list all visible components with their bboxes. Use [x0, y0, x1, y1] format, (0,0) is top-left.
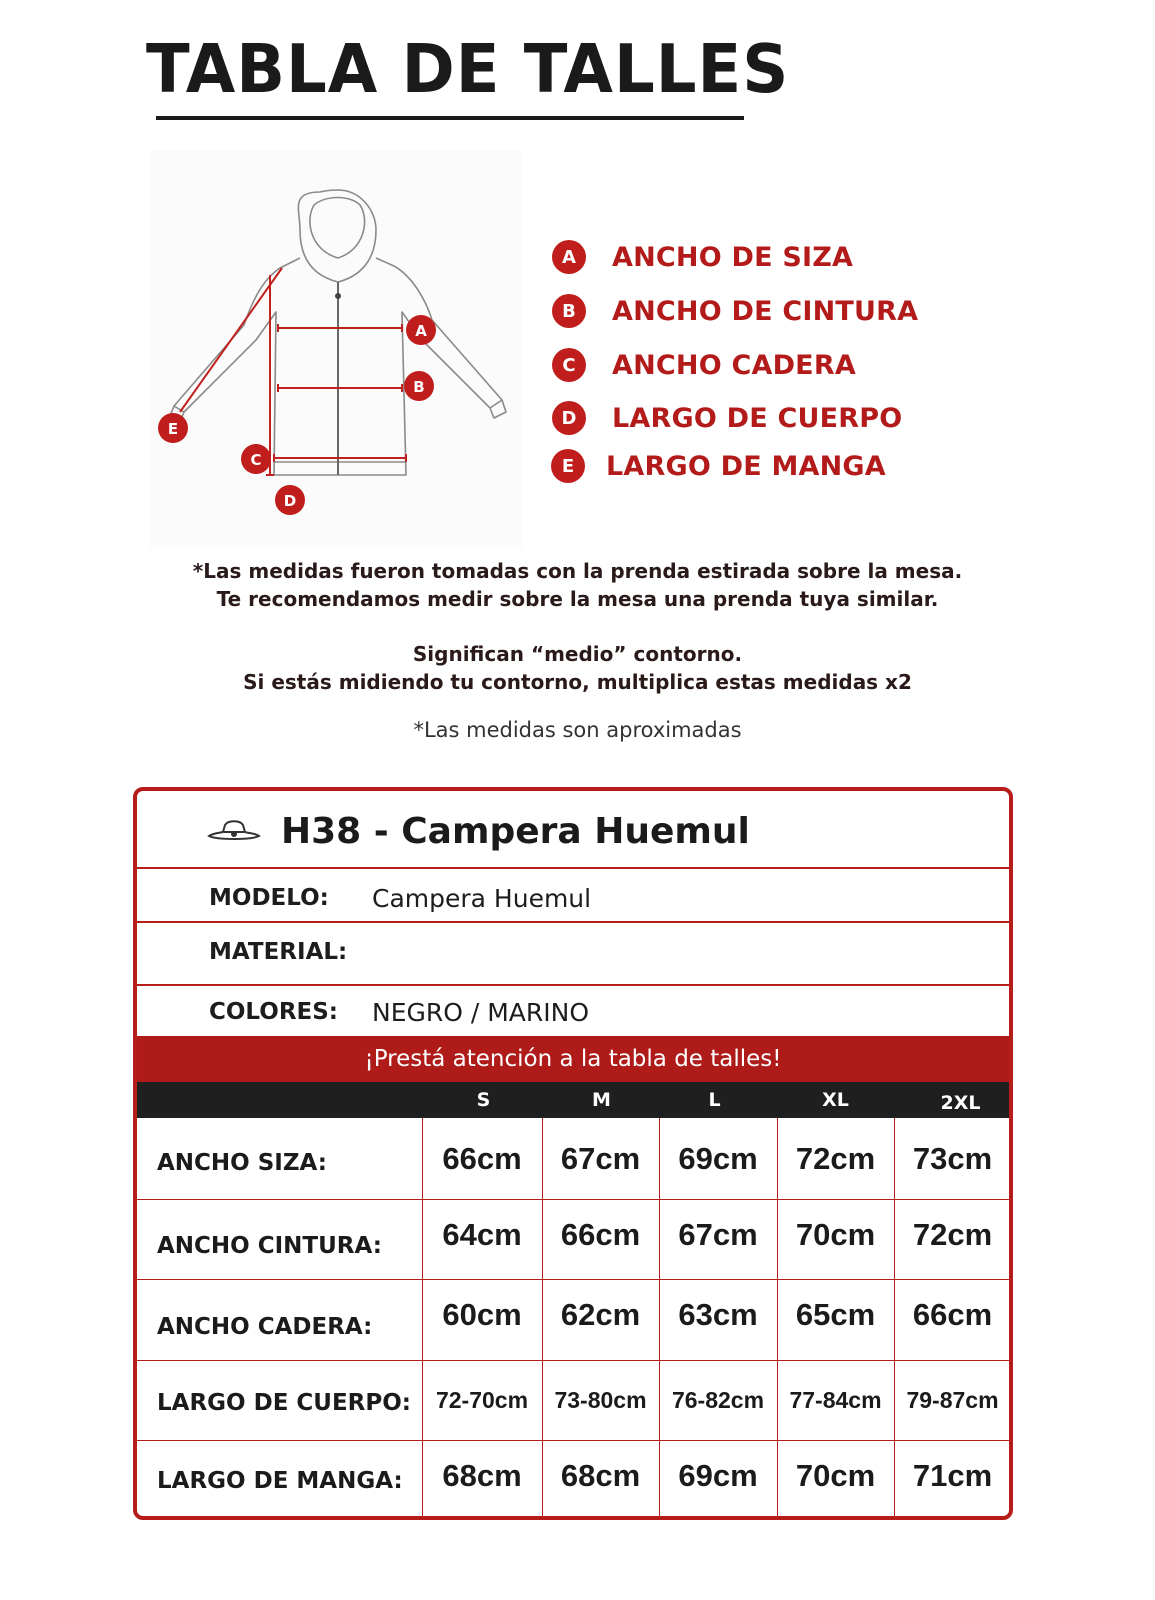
modelo-value: Campera Huemul — [372, 883, 592, 913]
size-value: 72cm — [912, 1217, 993, 1252]
marker-b: B — [413, 378, 425, 396]
card-header — [207, 811, 750, 852]
product-title: H38 - Campera Huemul — [281, 811, 750, 852]
size-value: 64cm — [442, 1217, 522, 1252]
material-label: MATERIAL: — [209, 939, 348, 965]
size-value: 69cm — [678, 1140, 758, 1176]
legend-item-b — [552, 294, 918, 328]
contour-notes — [0, 640, 1155, 696]
hoodie-jacket-icon — [150, 150, 522, 548]
size-value: 68cm — [442, 1458, 522, 1493]
material-row — [209, 927, 372, 977]
legend-label: ANCHO DE CINTURA — [612, 295, 919, 327]
legend-item-d — [552, 401, 902, 435]
attention-banner: ¡Prestá atención a la tabla de talles! — [137, 1036, 1009, 1082]
note-line: *Las medidas fueron tomadas con la prenda estirada sobre la mesa. — [192, 559, 963, 583]
size-value: 70cm — [795, 1458, 876, 1493]
legend-item-c — [552, 348, 856, 382]
title-underline — [156, 116, 744, 120]
size-value: 65cm — [795, 1297, 876, 1332]
modelo-row — [209, 873, 591, 923]
size-value: 67cm — [678, 1217, 758, 1252]
size-value: 67cm — [560, 1140, 641, 1176]
size-value: 62cm — [560, 1297, 641, 1332]
size-value: 70cm — [795, 1217, 876, 1252]
size-value: 66cm — [560, 1217, 641, 1252]
legend-label: LARGO DE MANGA — [606, 450, 886, 482]
size-value: 71cm — [912, 1458, 993, 1493]
row-label: ANCHO SIZA: — [157, 1150, 327, 1176]
jacket-diagram — [150, 150, 522, 548]
size-header-row — [137, 1082, 1009, 1118]
colores-row — [209, 987, 589, 1037]
row-label: LARGO DE CUERPO: — [157, 1390, 411, 1416]
legend-badge: C — [552, 348, 586, 382]
marker-a: A — [415, 322, 427, 340]
size-chart-card — [133, 787, 1013, 1520]
page-title: TABLA DE TALLES — [146, 31, 790, 109]
legend-label: ANCHO CADERA — [612, 349, 856, 381]
legend-badge: B — [552, 294, 586, 328]
divider — [137, 867, 1009, 869]
size-value: 66cm — [442, 1140, 522, 1176]
hat-logo-icon — [207, 819, 261, 845]
measurement-notes — [0, 557, 1155, 613]
size-value: 73cm — [912, 1140, 993, 1176]
size-header-m: M — [592, 1089, 611, 1111]
divider — [137, 921, 1009, 923]
note-line: Significan “medio” contorno. — [412, 642, 743, 666]
row-label: LARGO DE MANGA: — [157, 1468, 403, 1494]
note-line: Si estás midiendo tu contorno, multiplica estas medidas x2 — [243, 670, 912, 694]
table-row — [137, 1279, 1009, 1360]
marker-c: C — [250, 451, 262, 469]
colores-label: COLORES: — [209, 999, 339, 1025]
size-value: 73-80cm — [554, 1386, 647, 1413]
legend-badge: A — [552, 240, 586, 274]
size-header-s: S — [476, 1089, 491, 1111]
row-label: ANCHO CADERA: — [157, 1314, 373, 1340]
approx-note — [0, 718, 1155, 742]
note-line: Te recomendamos medir sobre la mesa una prenda tuya similar. — [216, 587, 939, 611]
size-value: 63cm — [678, 1297, 758, 1332]
table-row — [137, 1199, 1009, 1279]
table-row — [137, 1360, 1009, 1440]
size-header-xl: XL — [822, 1089, 849, 1111]
size-header-2xl: 2XL — [940, 1092, 981, 1114]
size-value: 69cm — [678, 1458, 758, 1493]
colores-value: NEGRO / MARINO — [372, 997, 590, 1027]
table-row — [137, 1118, 1009, 1199]
size-value: 79-87cm — [906, 1386, 999, 1413]
row-label: ANCHO CINTURA: — [157, 1233, 382, 1259]
size-value: 72cm — [795, 1140, 876, 1176]
legend-badge: D — [552, 401, 586, 435]
divider — [137, 984, 1009, 986]
size-value: 60cm — [442, 1297, 522, 1332]
size-value: 76-82cm — [671, 1386, 765, 1413]
note-line: *Las medidas son aproximadas — [413, 718, 742, 742]
marker-e: E — [167, 420, 179, 438]
legend-item-a — [552, 240, 853, 274]
legend-item-e — [551, 449, 886, 483]
size-value: 68cm — [560, 1458, 641, 1493]
legend-badge: E — [551, 449, 585, 483]
size-value: 66cm — [912, 1297, 993, 1332]
legend-label: LARGO DE CUERPO — [612, 402, 903, 434]
size-value: 72-70cm — [435, 1386, 529, 1413]
marker-d: D — [283, 492, 297, 510]
size-header-l: L — [708, 1089, 721, 1111]
table-row — [137, 1440, 1009, 1520]
size-value: 77-84cm — [789, 1386, 882, 1413]
modelo-label: MODELO: — [209, 885, 329, 911]
legend-label: ANCHO DE SIZA — [612, 241, 854, 273]
